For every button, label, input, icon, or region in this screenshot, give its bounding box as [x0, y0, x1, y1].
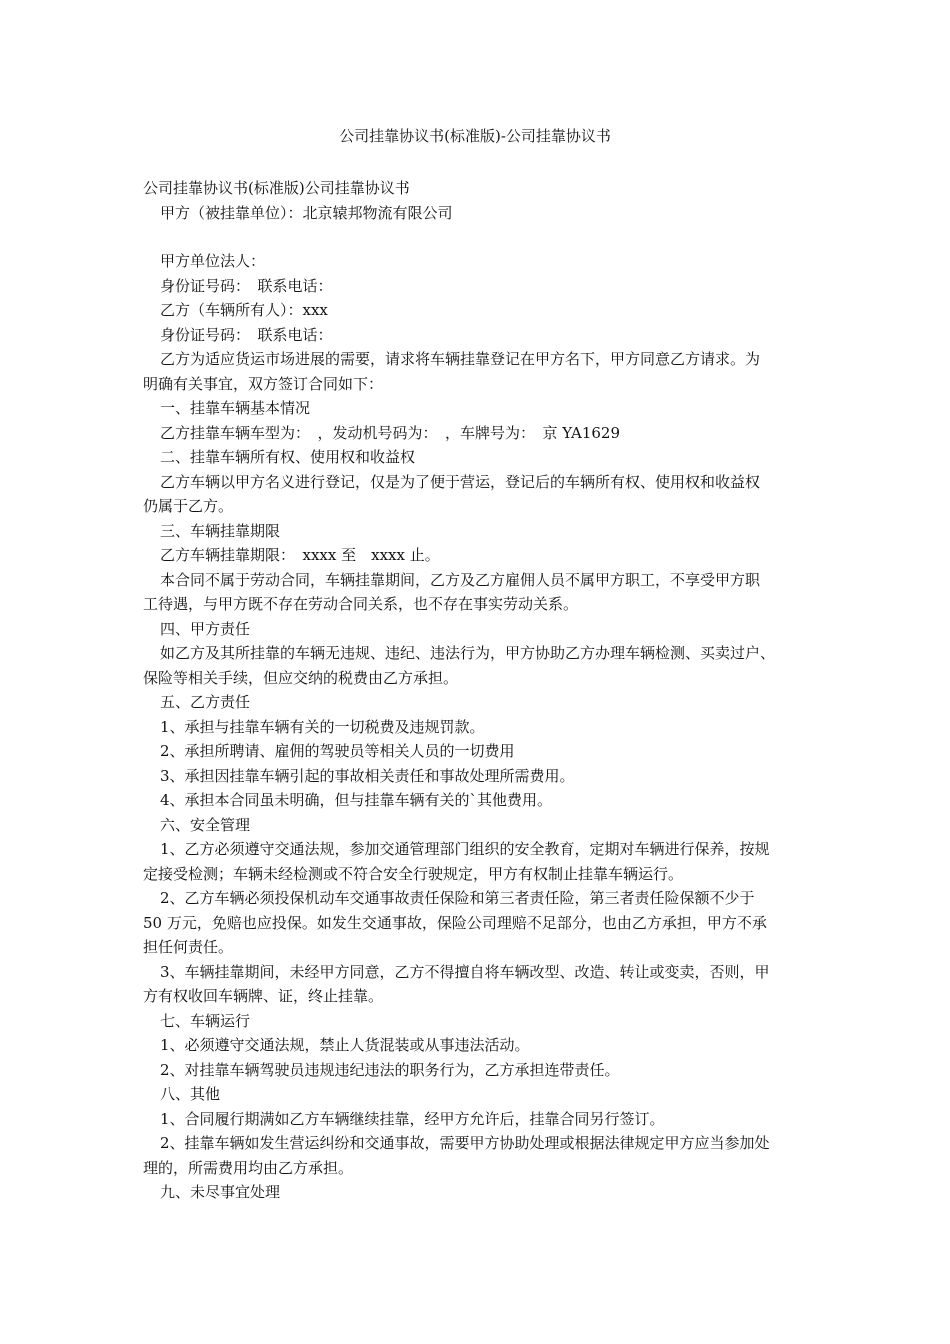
- section-heading: 三、车辆挂靠期限: [160, 521, 281, 540]
- paragraph-line: 乙方挂靠车辆车型为： ，发动机号码为： ，车牌号为： 京 YA1629: [160, 423, 621, 442]
- paragraph-line: 50 万元，免赔也应投保。如发生交通事故，保险公司理赔不足部分，也由乙方承担，甲方不承: [143, 913, 767, 932]
- paragraph-line: 担任何责任。: [143, 938, 234, 956]
- document-body: [143, 176, 811, 1205]
- list-item: 2、对挂靠车辆驾驶员违规违纪违法的职务行为，乙方承担连带责任。: [160, 1060, 620, 1079]
- document-heading-line: 公司挂靠协议书(标准版)公司挂靠协议书: [143, 179, 410, 197]
- paragraph-line: 定接受检测；车辆未经检测或不符合安全行驶规定，甲方有权制止挂靠车辆运行。: [143, 864, 684, 883]
- party-a-legal-rep-line: 甲方单位法人：: [160, 252, 266, 270]
- paragraph-line: 明确有关事宜，双方签订合同如下：: [143, 374, 384, 393]
- party-b-id-phone-line: 身份证号码： 联系电话：: [160, 325, 333, 344]
- list-item: 4、承担本合同虽未明确，但与挂靠车辆有关的`其他费用。: [160, 791, 553, 809]
- section-heading: 五、乙方责任: [160, 693, 251, 711]
- paragraph-line: 仍属于乙方。: [143, 497, 234, 515]
- section-heading: 八、其他: [160, 1085, 221, 1103]
- paragraph-line: 方有权收回车辆牌、证，终止挂靠。: [143, 987, 384, 1005]
- section-heading: 四、甲方责任: [160, 619, 251, 638]
- paragraph-line: 本合同不属于劳动合同，车辆挂靠期间，乙方及乙方雇佣人员不属甲方职工，不享受甲方职: [160, 570, 761, 589]
- party-a-line: 甲方（被挂靠单位）：北京辕邦物流有限公司: [160, 203, 453, 222]
- section-heading: 九、未尽事宜处理: [160, 1183, 281, 1201]
- list-item: 1、承担与挂靠车辆有关的一切税费及违规罚款。: [160, 717, 485, 736]
- document-title: 公司挂靠协议书(标准版)-公司挂靠协议书: [339, 127, 611, 145]
- section-heading: 七、车辆运行: [160, 1011, 251, 1030]
- paragraph-line: 如乙方及其所挂靠的车辆无违规、违纪、违法行为，甲方协助乙方办理车辆检测、买卖过户、: [160, 644, 776, 662]
- section-heading: 六、安全管理: [160, 815, 251, 834]
- list-item: 2、承担所聘请、雇佣的驾驶员等相关人员的一切费用: [160, 742, 515, 760]
- paragraph-line: 乙方为适应货运市场进展的需要，请求将车辆挂靠登记在甲方名下，甲方同意乙方请求。为: [160, 350, 761, 368]
- list-item: 1、合同履行期满如乙方车辆继续挂靠，经甲方允许后，挂靠合同另行签订。: [160, 1109, 665, 1128]
- paragraph-line: 理的，所需费用均由乙方承担。: [143, 1158, 354, 1177]
- section-heading: 一、挂靠车辆基本情况: [160, 399, 311, 417]
- section-heading: 二、挂靠车辆所有权、使用权和收益权: [160, 448, 416, 466]
- list-item: 2、乙方车辆必须投保机动车交通事故责任保险和第三者责任险，第三者责任险保额不少于: [160, 889, 755, 907]
- paragraph-line: 乙方车辆挂靠期限： xxxx 至 xxxx 止。: [160, 546, 440, 564]
- list-item: 2、挂靠车辆如发生营运纠纷和交通事故，需要甲方协助处理或根据法律规定甲方应当参加处: [160, 1134, 770, 1152]
- party-b-line: 乙方（车辆所有人）：xxx: [160, 301, 328, 319]
- list-item: 3、车辆挂靠期间，未经甲方同意，乙方不得擅自将车辆改型、改造、转让或变卖，否则，甲: [160, 962, 770, 981]
- paragraph-line: 保险等相关手续，但应交纳的税费由乙方承担。: [143, 668, 459, 687]
- party-a-id-phone-line: 身份证号码： 联系电话：: [160, 276, 333, 295]
- paragraph-line: 工待遇，与甲方既不存在劳动合同关系，也不存在事实劳动关系。: [143, 595, 579, 613]
- list-item: 1、乙方必须遵守交通法规，参加交通管理部门组织的安全教育，定期对车辆进行保养，按规: [160, 840, 770, 858]
- paragraph-line: 乙方车辆以甲方名义进行登记，仅是为了便于营运，登记后的车辆所有权、使用权和收益权: [160, 472, 761, 491]
- list-item: 1、必须遵守交通法规，禁止人货混装或从事违法活动。: [160, 1036, 530, 1054]
- list-item: 3、承担因挂靠车辆引起的事故相关责任和事故处理所需费用。: [160, 766, 575, 785]
